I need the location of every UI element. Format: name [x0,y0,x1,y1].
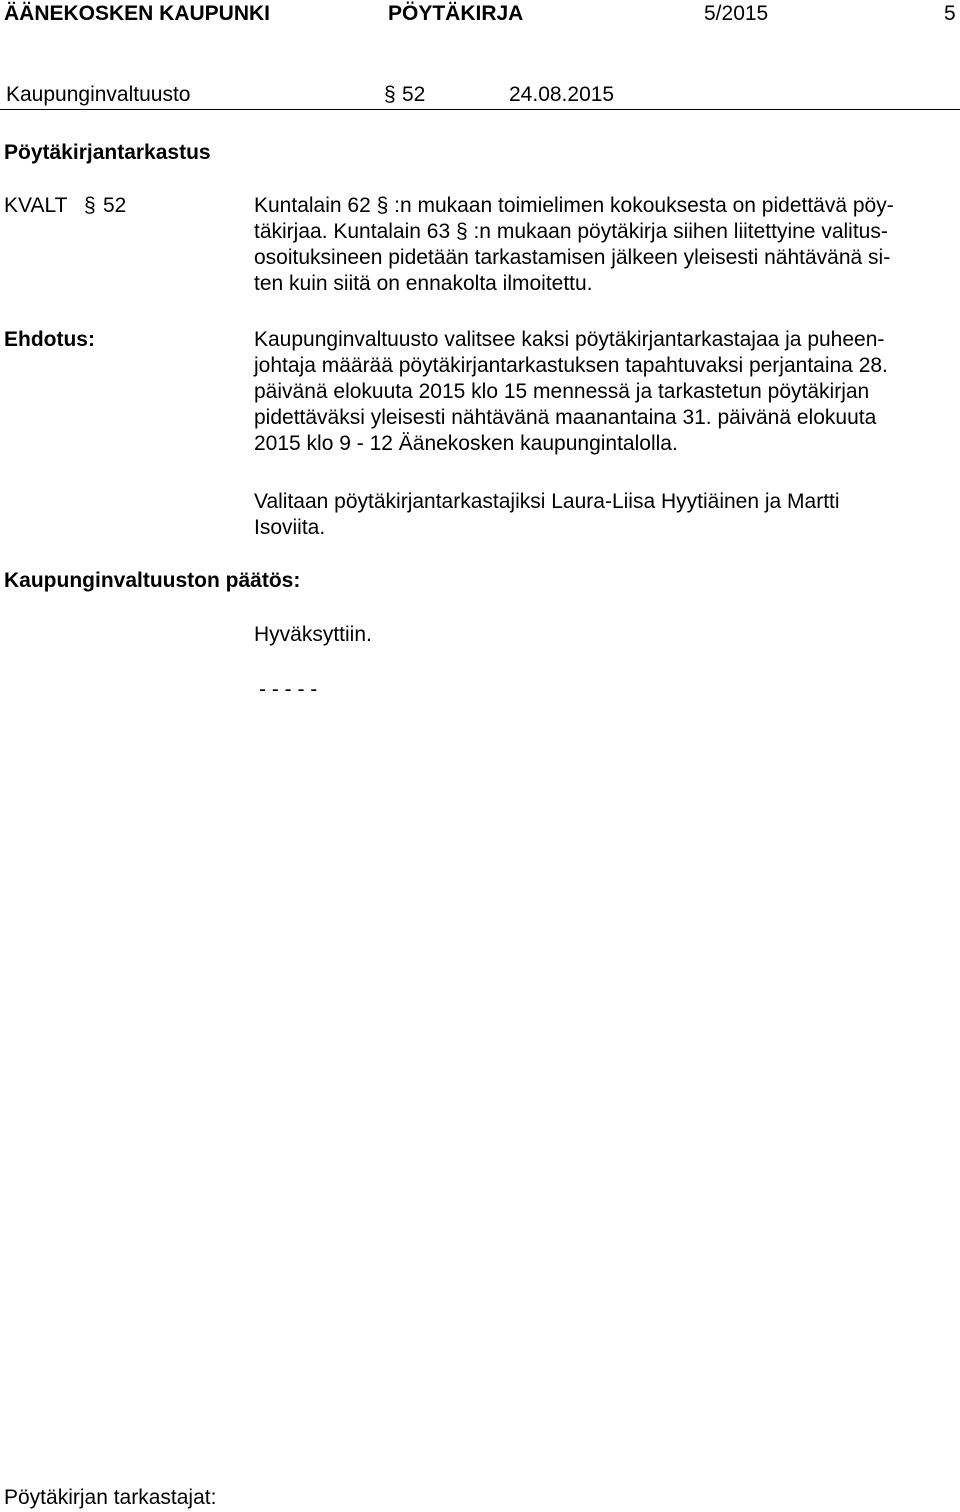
meeting-date: 24.08.2015 [509,83,615,106]
proposal-line: johtaja määrää pöytäkirjantarkastuksen tapahtuvaksi perjantaina 28. [254,354,888,377]
decision-text: Hyväksyttiin. [254,623,372,646]
header-org: ÄÄNEKOSKEN KAUPUNKI [4,2,271,25]
item-ref-number: 52 [103,194,127,217]
item-ref-prefix: KVALT [4,194,68,217]
intro-line: ten kuin siitä on ennakolta ilmoitettu. [254,272,593,295]
intro-paragraph [254,193,954,297]
intro-line: täkirjaa. Kuntalain 63 § :n mukaan pöytäkirja siihen liitettyine valitus- [254,220,888,243]
intro-line: Kuntalain 62 § :n mukaan toimielimen kokouksesta on pidettävä pöy- [254,194,894,217]
proposal-label: Ehdotus: [4,328,95,351]
item-ref-symbol: § [84,194,96,217]
meeting-body: Kaupunginvaltuusto [6,83,191,106]
proposal-line: 2015 klo 9 - 12 Äänekosken kaupungintalolla. [254,432,678,455]
meeting-section-number: 52 [402,83,426,106]
intro-line: osoituksineen pidetään tarkastamisen jälkeen yleisesti nähtävänä si- [254,246,891,269]
proposal-paragraph [254,327,954,457]
header-doc-number: 5/2015 [704,2,769,25]
proposal-line: pidettäväksi yleisesti nähtävänä maanantaina 31. päivänä elokuuta [254,406,877,429]
meeting-section-symbol: § [384,83,396,106]
footer-checkers-label: Pöytäkirjan tarkastajat: [4,1486,217,1509]
header-divider [0,109,960,110]
proposal-line: päivänä elokuuta 2015 klo 15 mennessä ja tarkastetun pöytäkirjan [254,380,870,403]
header-page-number: 5 [944,2,956,25]
selection-line: Isoviita. [254,516,326,539]
proposal-line: Kaupunginvaltuusto valitsee kaksi pöytäkirjantarkastajaa ja puheen- [254,328,885,351]
header-doc-type: PÖYTÄKIRJA [388,2,524,25]
decision-label: Kaupunginvaltuuston päätös: [4,569,301,592]
selection-paragraph [254,489,954,541]
item-title: Pöytäkirjantarkastus [4,141,211,164]
selection-line: Valitaan pöytäkirjantarkastajiksi Laura-Liisa Hyytiäinen ja Martti [254,490,840,513]
end-marker: - - - - - [259,678,318,701]
